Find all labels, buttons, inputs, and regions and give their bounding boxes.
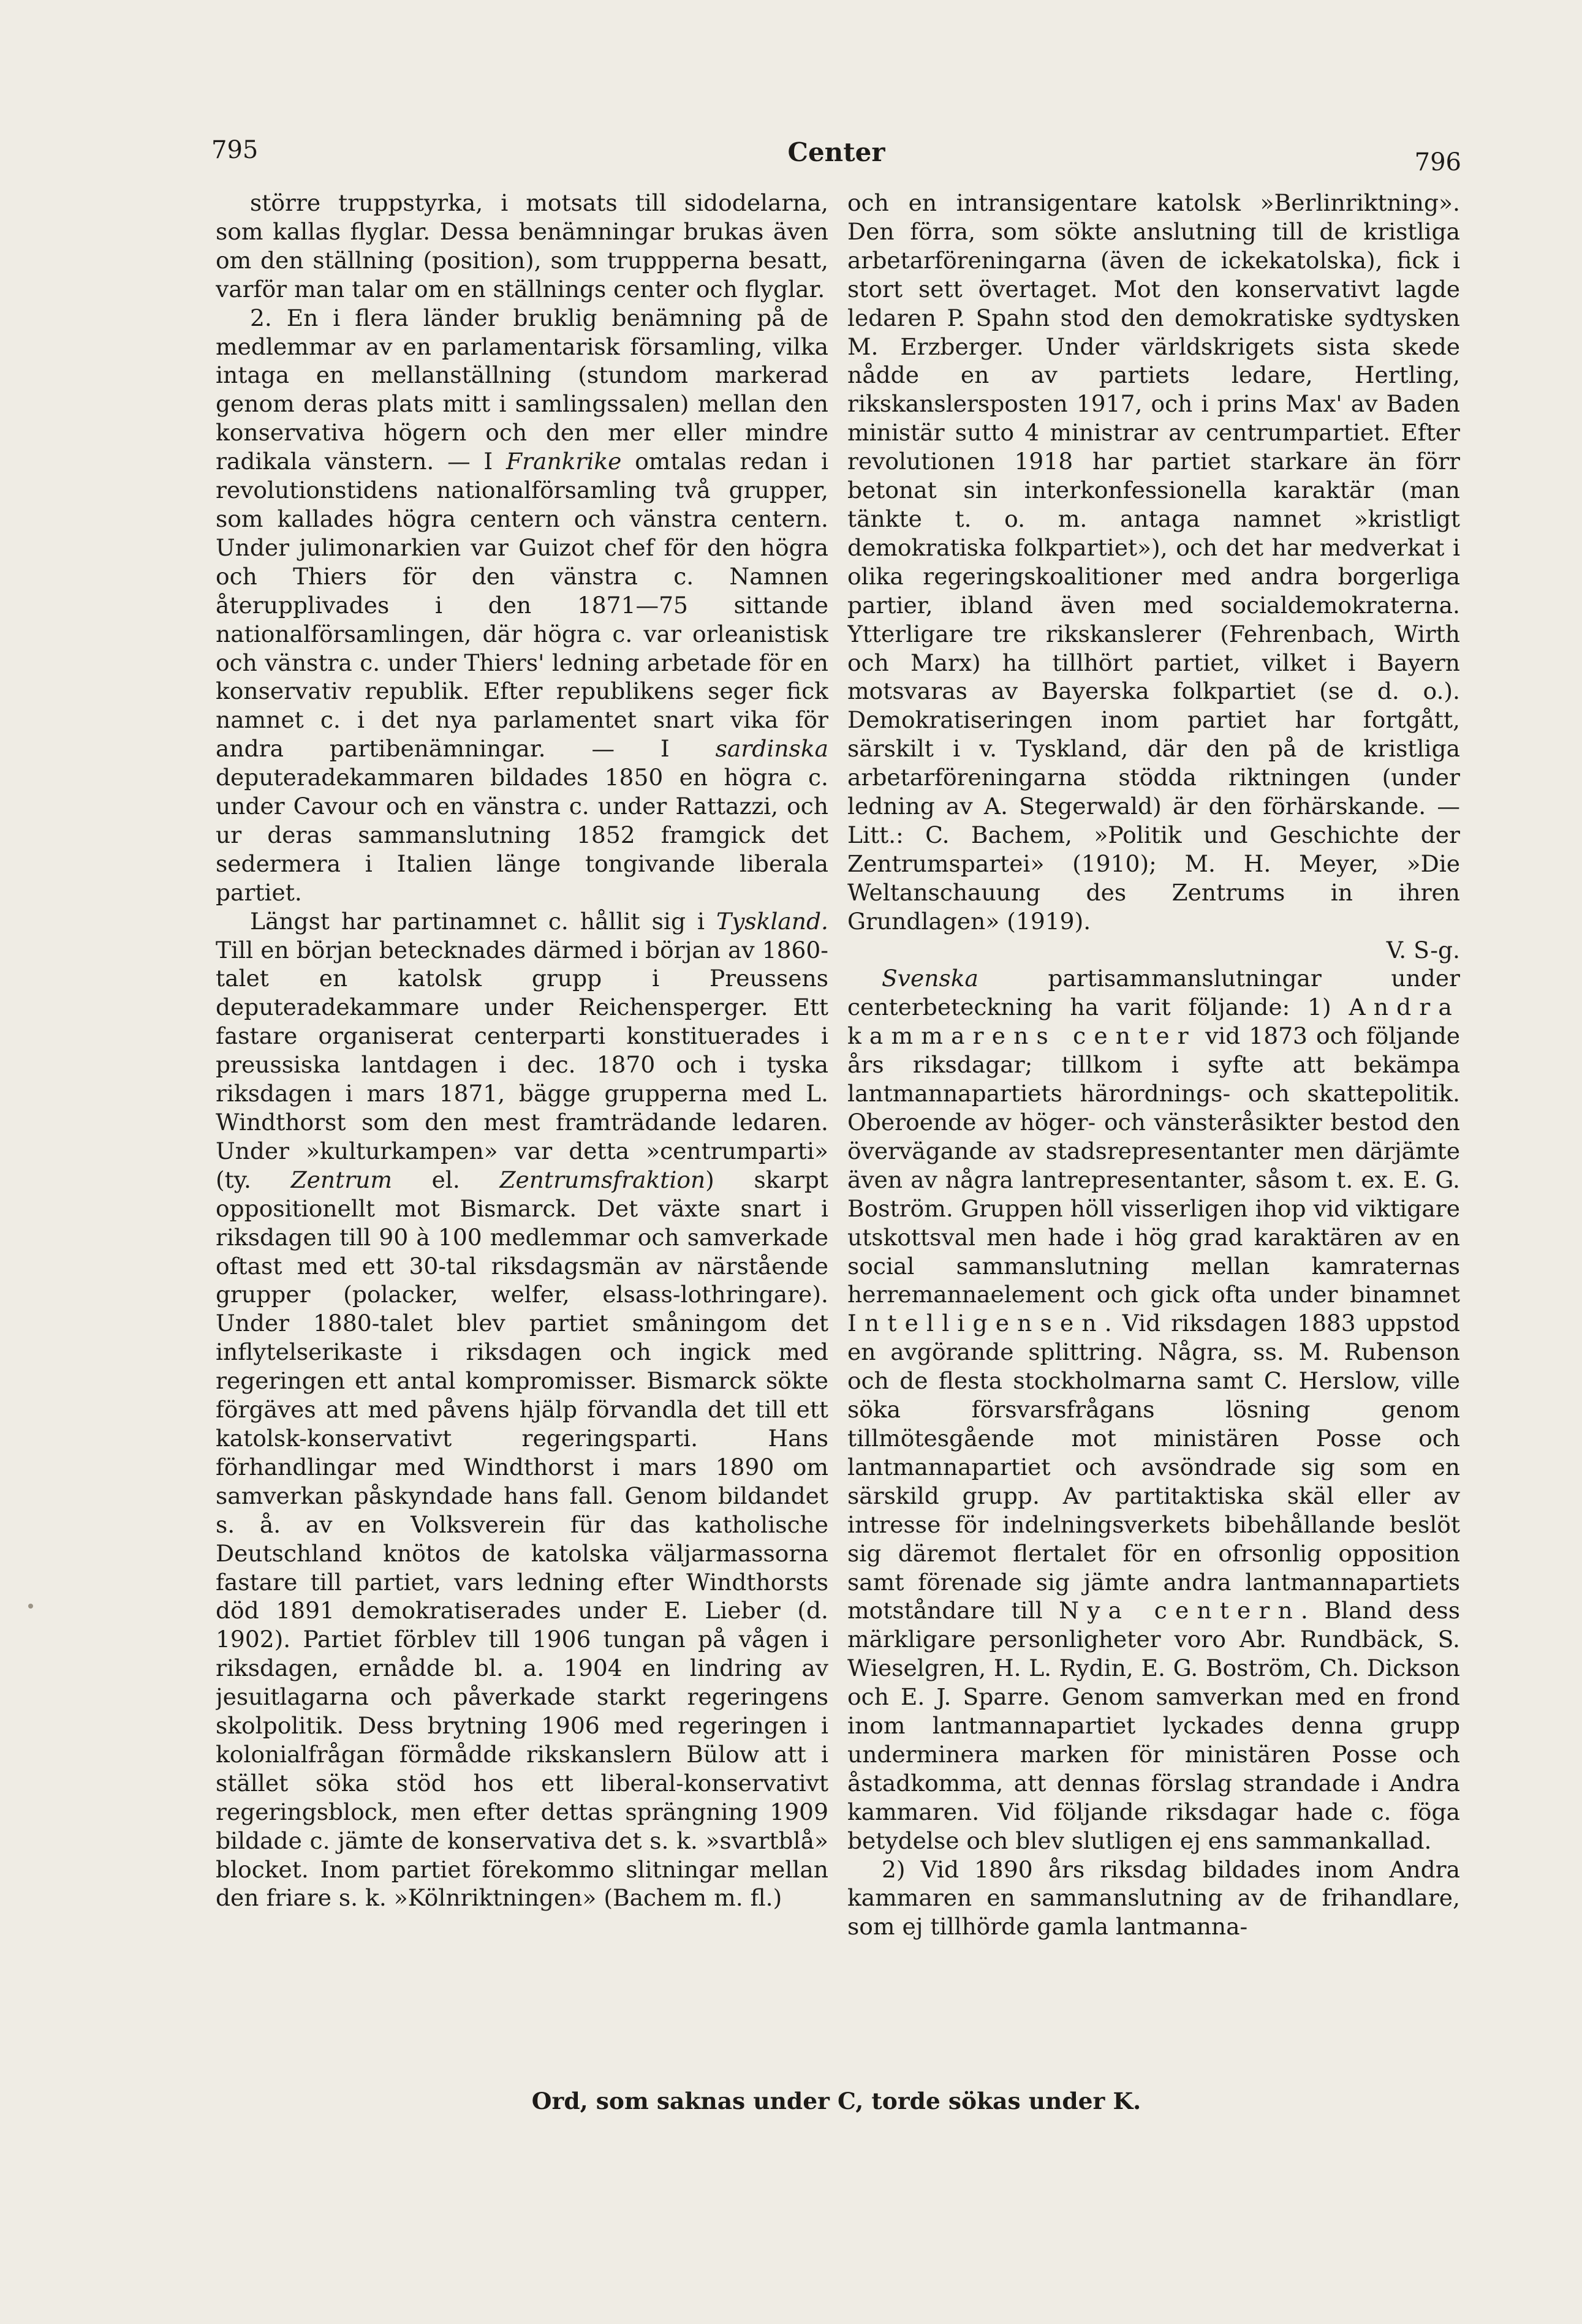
text-run: Längst har partinamnet c. hållit sig i — [250, 907, 717, 935]
paragraph — [847, 189, 1460, 964]
page-footer-note: Ord, som saknas under C, torde sökas under K. — [531, 2088, 1141, 2115]
page-number-right: 796 — [1414, 148, 1461, 176]
text-run: partisammanslutningar under centerbeteckning ha varit följande: 1) — [847, 965, 1460, 1021]
text-run: omtalas redan i revolutionstidens nationalförsamling två grupper, som kallades högra centern och vänstra centern. Under julimonarkien var Guizot chef för den högra och Thiers för den vänstra c. Namnen återupplivades i den 1871—75 sittande nationalförsamlingen, där högra c. var orleanistisk och vänstra c. under Thiers' ledning arbetade för en konservativ republik. Efter republikens seger fick namnet c. i det nya parlamentet snart vika för andra partibenämningar. — I — [216, 448, 828, 763]
italic-text: Svenska — [882, 965, 978, 992]
italic-text: Zentrumsfraktion — [499, 1166, 706, 1193]
text-run: 2. En i flera länder bruklig benämning på de medlemmar av en parlamentarisk församling, vilka intaga en mellanställning (stundom markerad genom deras plats mitt i samlingssalen) mellan den konservativa högern och den mer eller mindre radikala vänstern. — I — [216, 304, 828, 475]
text-run: . Vid riksdagen 1883 uppstod en avgörande splittring. Några, ss. M. Rubenson och de flesta stockholmarna samt C. Herslow, ville söka försvarsfrågans lösning genom tillmötesgående mot ministären Posse och lantmannapartiet och avsöndrade sig som en särskild grupp. Av partitaktiska skäl eller av intresse för indelningsverkets bibehållande beslöt sig däremot flertalet för en ofrsonlig opposition samt förenade sig jämte andra lantmannapartiets motståndare till — [847, 1310, 1460, 1624]
italic-text: Frankrike — [506, 448, 622, 475]
text-run: och en intransigentare katolsk »Berlinriktning». Den förra, som sökte anslutning till de kristliga arbetarföreningarna (även de ickekatolska), fick i stort sett övertaget. Mot den konservativt lagde ledaren P. Spahn stod den demokratiske sydtysken M. Erzberger. Under världskrigets sista skede nådde en av partiets ledare, Hertling, rikskanslersposten 1917, och i prins Max' av Baden ministär sutto 4 ministrar av centrumpartiet. Efter revolutionen 1918 har partiet starkare än förr betonat sin interkonfessionella karaktär (man tänkte t. o. m. antaga namnet »kristligt demokratiska folkpartiet»), och det har medverkat i olika regeringskoalitioner med andra borgerliga partier, ibland även med socialdemokraterna. Ytterligare tre rikskanslerer (Fehrenbach, Wirth och Marx) ha tillhört partiet, vilket i Bayern motsvaras av Bayerska folkpartiet (se d. o.). Demokratiseringen inom partiet har fortgått, särskilt i v. Tyskland, där den på de kristliga arbetarföreningarna stödda riktningen (under ledning av A. Stegerwald) är den förhärskande. — Litt.: C. Bachem, »Politik und Geschichte der Zentrumspartei» (1910); M. H. Meyer, »Die Weltanschauung des Zentrums in ihren Grundlagen» (1919). — [847, 189, 1460, 935]
paragraph — [847, 964, 1460, 1855]
text-run: Till en början betecknades därmed i början av 1860-talet en katolsk grupp i Preussens deputeradekammare under Reichensperger. Ett fastare organiserat centerparti konstituerades i preussiska lantdagen i dec. 1870 och i tyska riksdagen i mars 1871, bägge grupperna med L. Windthorst som den mest framträdande ledaren. Under »kulturkampen» var detta »centrumparti» (ty. — [216, 936, 828, 1193]
text-run: deputeradekammaren bildades 1850 en högra c. under Cavour och en vänstra c. under Rattazzi, och ur deras sammanslutning 1852 framgick det sedermera i Italien länge tongivande liberala partiet. — [216, 764, 828, 906]
paragraph — [216, 907, 828, 1913]
text-run: el. — [392, 1166, 500, 1193]
text-run: . Bland dess märkligare personligheter voro Abr. Rundbäck, S. Wieselgren, H. L. Rydin, E. G. Boström, Ch. Dickson och E. J. Sparre. Genom samverkan med en frond inom lantmannapartiet lyckades denna grupp underminera marken för ministären Posse och åstadkomma, att dennas förslag strandade i Andra kammaren. Vid följande riksdagar hade c. föga betydelse och blev slutligen ej ens sammankallad. — [847, 1597, 1460, 1854]
running-title: Center — [787, 137, 885, 167]
text-run: 2) Vid 1890 års riksdag bildades inom Andra kammaren en sammanslutning av de frihandlare, som ej tillhörde gamla lantmanna- — [847, 1855, 1460, 1941]
paragraph — [847, 1855, 1460, 1942]
paragraph — [216, 189, 828, 304]
paragraph — [216, 304, 828, 907]
italic-text: Tyskland. — [716, 907, 828, 935]
page-header — [211, 136, 1461, 176]
margin-mark — [28, 1604, 33, 1609]
italic-text: Zentrum — [290, 1166, 393, 1193]
text-run: ) skarpt oppositionellt mot Bismarck. Det växte snart i riksdagen till 90 à 100 medlemmar och samverkade oftast med ett 30-tal riksdagsmän av närstående grupper (polacker, welfer, elsass-lothringare). Under 1880-talet blev partiet småningom det inflytelserikaste i riksdagen och ingick med regeringen ett antal kompromisser. Bismarck sökte förgäves att med påvens hjälp förvandla det till ett katolsk-konservativt regeringsparti. Hans förhandlingar med Windthorst i mars 1890 om samverkan påskyndade hans fall. Genom bildandet s. å. av en Volksverein für das katholische Deutschland knötos de katolska väljarmassorna fastare till partiet, vars ledning efter Windthorsts död 1891 demokratiserades under E. Lieber (d. 1902). Partiet förblev till 1906 tungan på vågen i riksdagen, ernådde bl. a. 1904 en lindring av jesuitlagarna och påverkade starkt regeringens skolpolitik. Dess brytning 1906 med regeringen i kolonialfrågan förmådde rikskanslern Bülow att i stället söka stöd hos ett liberal-konservativt regeringsblock, men efter dettas sprängning 1909 bildade c. jämte de konservativa det s. k. »svartblå» blocket. Inom partiet förekommo slitningar mellan den friare s. k. »Kölnriktningen» (Bachem m. fl.) — [216, 1166, 828, 1912]
text-run: större truppstyrka, i motsats till sidodelarna, som kallas flyglar. Dessa benämningar brukas även om den ställning (position), som truppperna besatt, varför man talar om en ställnings center och flyglar. — [216, 189, 828, 303]
italic-text: sardinska — [715, 735, 828, 763]
left-text-column — [216, 189, 828, 2088]
right-text-column — [847, 189, 1460, 2088]
spaced-text: Intelligensen — [847, 1310, 1105, 1337]
spaced-text: Nya centern — [1059, 1597, 1301, 1624]
spaced-text: Andra kammarens center — [847, 994, 1460, 1050]
page-number-left: 795 — [211, 136, 259, 164]
author-signature: V. S-g. — [1386, 936, 1460, 964]
text-run: vid 1873 och följande års riksdagar; tillkom i syfte att bekämpa lantmannapartiets härordnings- och skattepolitik. Oberoende av höger- och vänsteråsikter bestod den övervägande av stadsrepresentanter men därjämte även av några lantrepresentanter, såsom t. ex. E. G. Boström. Gruppen höll visserligen ihop vid viktigare utskottsval men hade i hög grad karaktären av en social sammanslutning mellan kamraternas herremannaelement och gick ofta under binamnet — [847, 1022, 1460, 1308]
